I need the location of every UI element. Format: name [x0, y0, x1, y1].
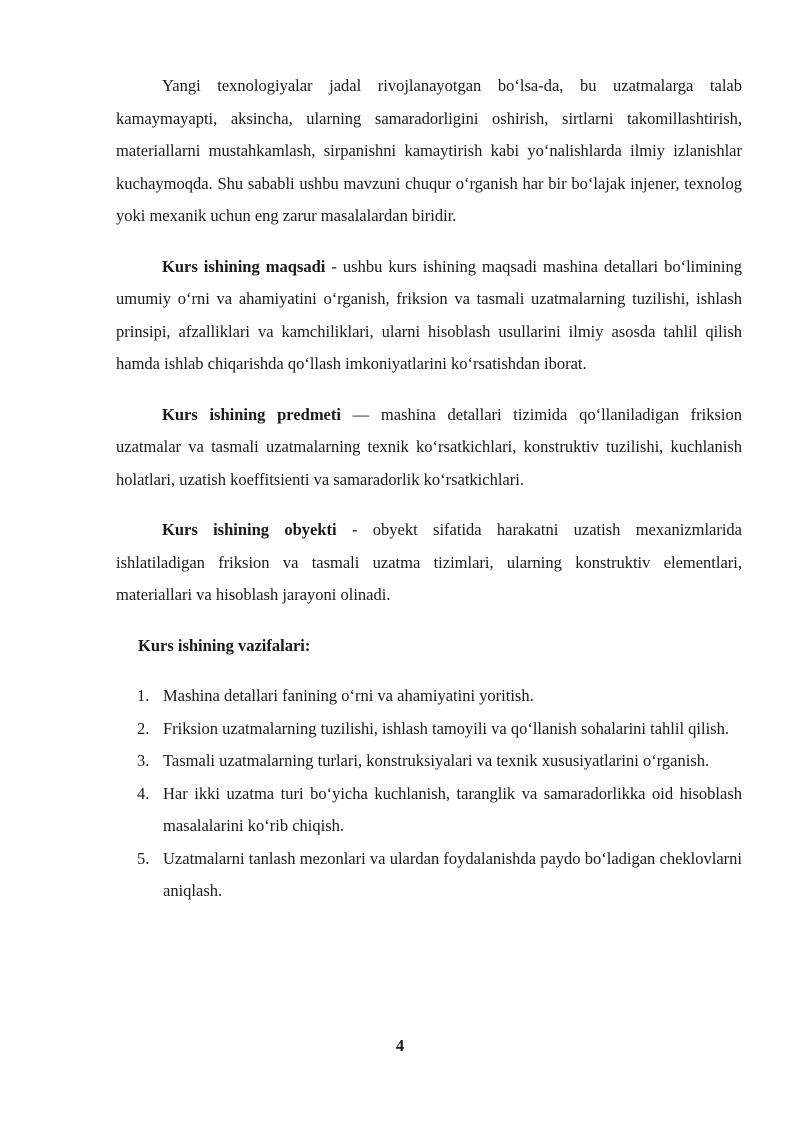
page-number: 4 — [395, 1036, 405, 1055]
object-paragraph — [116, 514, 742, 612]
subject-paragraph — [116, 399, 742, 497]
list-item-number: 5. — [137, 848, 150, 868]
list-item-text: Uzatmalarni tanlash mezonlari va ulardan foydalanishda paydo bo‘ladigan cheklovlarni aniqlash. — [163, 848, 742, 900]
list-item-number: 4. — [137, 783, 150, 803]
list-item — [116, 680, 742, 713]
page-content — [116, 70, 742, 908]
intro-paragraph: Yangi texnologiyalar jadal rivojlanayotgan bo‘lsa-da, bu uzatmalarga talab kamaymayapti, aksincha, ularning samaradorligini oshirish, sirtlarni takomillashtirish, materiallarni mustahkamlash, sirpanishni kamaytirish kabi yo‘nalishlarda ilmiy izlanishlar kuchaymoqda. Shu sababli ushbu mavzuni chuqur o‘rganish har bir bo‘lajak injener, texnolog yoki mexanik uchun eng zarur masalalardan biridir. — [116, 76, 742, 225]
list-item-text: Mashina detallari fanining o‘rni va ahamiyatini yoritish. — [163, 686, 534, 705]
list-item — [116, 778, 742, 843]
object-label: Kurs ishining obyekti — [162, 520, 337, 539]
goal-label: Kurs ishining maqsadi — [162, 256, 326, 276]
list-item-number: 2. — [137, 718, 150, 738]
list-item — [116, 713, 742, 746]
tasks-heading: Kurs ishining vazifalari: — [138, 635, 311, 655]
list-item-text: Tasmali uzatmalarning turlari, konstruksiyalari va texnik xususiyatlarini o‘rganish. — [163, 751, 710, 770]
list-item-text: Har ikki uzatma turi bo‘yicha kuchlanish, taranglik va samaradorlikka oid hisoblash masalalarini ko‘rib chiqish. — [163, 783, 742, 835]
object-text: - obyekt sifatida harakatni uzatish mexanizmlarida ishlatiladigan friksion va tasmali uzatma tizimlari, ularning konstruktiv elementlari, materiallari va hisoblash jarayoni olinadi. — [116, 520, 743, 604]
list-item — [116, 843, 742, 908]
subject-text: — mashina detallari tizimida qo‘llaniladigan friksion uzatmalar va tasmali uzatmalarning texnik ko‘rsatkichlari, konstruktiv tuzilishi, kuchlanish holatlari, uzatish koeffitsienti va samaradorlik ko‘rsatkichlari. — [116, 404, 742, 489]
list-item-number: 1. — [137, 686, 150, 705]
list-item — [116, 745, 742, 778]
goal-paragraph — [116, 251, 742, 381]
subject-label: Kurs ishining predmeti — [162, 404, 341, 424]
list-item-number: 3. — [137, 751, 150, 770]
goal-text: - ushbu kurs ishining maqsadi mashina detallari bo‘limining umumiy o‘rni va ahamiyatini o‘rganish, friksion va tasmali uzatmalarning tuzilishi, ishlash prinsipi, afzalliklari va kamchiliklari, ularni hisoblash usullarini ilmiy asosda tahlil qilish hamda ishlab chiqarishda qo‘llash imkoniyatlarini ko‘rsatishdan iborat. — [116, 256, 742, 373]
tasks-list — [116, 680, 742, 908]
list-item-text: Friksion uzatmalarning tuzilishi, ishlash tamoyili va qo‘llanish sohalarini tahlil qilish. — [163, 718, 729, 738]
